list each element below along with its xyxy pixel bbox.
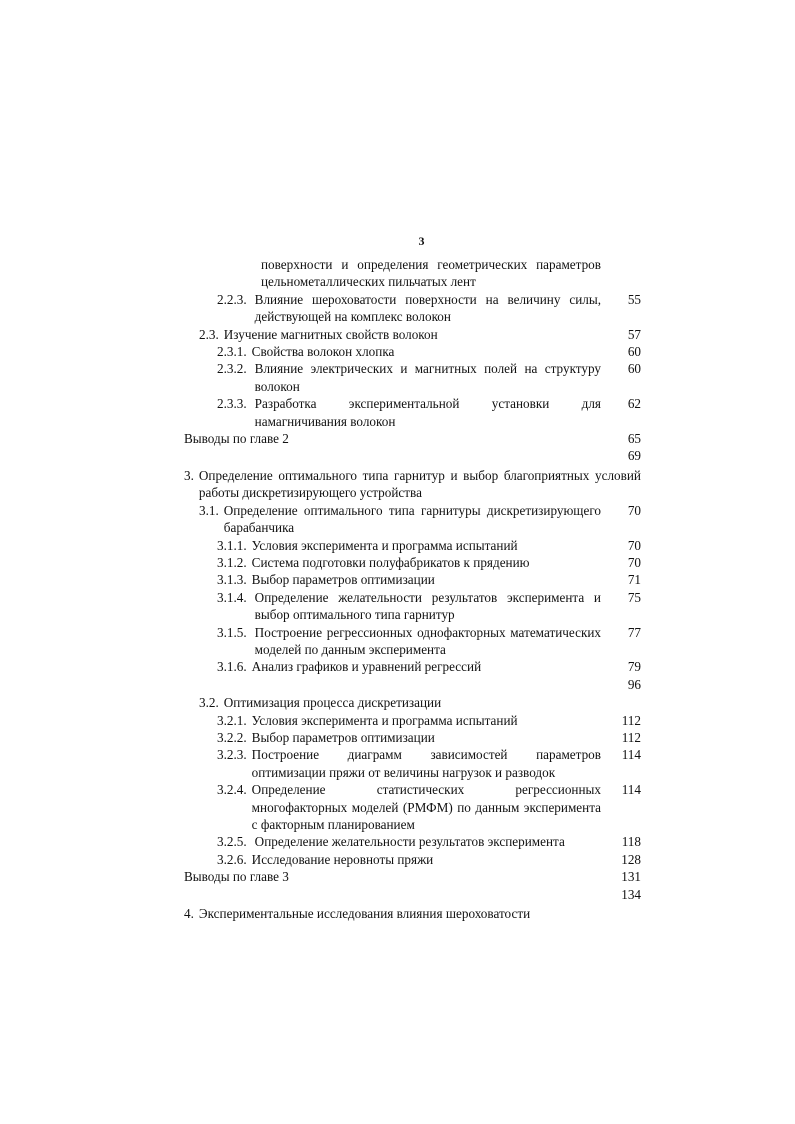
toc-page-only — [184, 447, 641, 464]
toc-entry-2-3-3[interactable] — [184, 395, 641, 430]
toc-entry-title: Исследование неровноты пряжи — [251, 851, 434, 867]
page-number: 3 — [418, 234, 425, 248]
toc-page-only — [184, 676, 641, 693]
toc-entry-title: Свойства волокон хлопка — [251, 344, 395, 360]
toc-entry-3-1-5[interactable] — [184, 624, 641, 659]
toc-entry-continuation — [184, 256, 641, 291]
toc-entry-page: 96 — [627, 676, 641, 692]
toc-entry-page: 71 — [627, 572, 641, 588]
toc-entry-3-1-1[interactable] — [184, 537, 641, 554]
toc-entry-3-2-3[interactable] — [184, 746, 641, 781]
toc-entry-page: 75 — [627, 589, 641, 605]
toc-entry-number: 2.3. — [199, 326, 219, 342]
toc-entry-number: 3.2.2. — [217, 729, 247, 745]
toc-entry-title: Определение оптимального типа гарнитуры дискретизирующего барабанчика — [223, 502, 601, 536]
toc-entry-number: 3.2.5. — [217, 834, 247, 850]
toc-entry-number: 3.2.3. — [217, 747, 247, 763]
toc-entry-3-2-5[interactable] — [184, 833, 641, 850]
table-of-contents — [184, 256, 641, 922]
toc-entry-title: Построение диаграмм зависимостей параметров оптимизации пряжи от величины нагрузок и разводок — [251, 747, 601, 780]
toc-entry-title: Определение оптимального типа гарнитур и выбор благоприятных условий работы дискретизирующего устройства — [198, 467, 641, 501]
toc-entry-conclusions-2[interactable] — [184, 430, 641, 447]
toc-entry-conclusions-3[interactable] — [184, 868, 641, 885]
toc-entry-3-1[interactable] — [184, 502, 641, 537]
toc-entry-page: 112 — [621, 729, 641, 745]
toc-entry-title: Экспериментальные исследования влияния шероховатости — [198, 906, 531, 922]
toc-entry-number: 2.2.3. — [217, 291, 247, 307]
toc-entry-title: Определение желательности результатов эксперимента и выбор оптимального типа гарнитур — [254, 589, 601, 623]
toc-entry-2-3[interactable] — [184, 326, 641, 343]
toc-entry-number: 3.1. — [199, 502, 219, 518]
toc-entry-page: 112 — [621, 712, 641, 728]
toc-entry-title: Определение статистических регрессионных многофакторных моделей (РМФМ) по данным эксперимента с факторным планированием — [251, 782, 601, 832]
toc-entry-title: Разработка экспериментальной установки для намагничивания волокон — [254, 396, 601, 429]
toc-entry-3-1-4[interactable] — [184, 589, 641, 624]
toc-entry-title: Влияние электрических и магнитных полей на структуру волокон — [254, 361, 601, 394]
toc-entry-title: Выбор параметров оптимизации — [251, 729, 435, 745]
toc-entry-page: 69 — [627, 448, 641, 464]
toc-entry-4[interactable] — [184, 905, 641, 922]
toc-entry-page: 70 — [627, 502, 641, 518]
toc-entry-3-2-4[interactable] — [184, 781, 641, 833]
toc-entry-page: 55 — [627, 291, 641, 307]
toc-entry-number: 3.1.6. — [217, 659, 247, 675]
toc-entry-title: Анализ графиков и уравнений регрессий — [251, 659, 482, 675]
toc-entry-title: поверхности и определения геометрических параметров цельнометаллических пильчатых лент — [261, 257, 601, 290]
toc-entry-3[interactable] — [184, 467, 641, 502]
toc-entry-3-2-1[interactable] — [184, 712, 641, 729]
toc-entry-page: 134 — [621, 886, 641, 902]
toc-entry-page: 77 — [627, 624, 641, 640]
toc-entry-title: Выводы по главе 3 — [184, 869, 289, 885]
toc-entry-number: 3.1.3. — [217, 572, 247, 588]
toc-entry-3-1-3[interactable] — [184, 571, 641, 588]
toc-entry-page: 131 — [621, 869, 641, 885]
toc-entry-title: Построение регрессионных однофакторных математических моделей по данным эксперимента — [254, 624, 601, 657]
toc-entry-title: Условия эксперимента и программа испытаний — [251, 537, 518, 553]
toc-entry-number: 3.1.2. — [217, 554, 247, 570]
toc-entry-number: 3.1.5. — [217, 624, 247, 640]
toc-entry-3-1-6[interactable] — [184, 658, 641, 675]
toc-entry-number: 2.3.1. — [217, 344, 247, 360]
toc-entry-title: Система подготовки полуфабрикатов к прядению — [251, 554, 530, 570]
toc-entry-number: 3.1.4. — [217, 589, 247, 605]
toc-entry-title: Влияние шероховатости поверхности на величину силы, действующей на комплекс волокон — [254, 291, 601, 325]
toc-entry-page: 114 — [621, 782, 641, 798]
toc-entry-3-1-2[interactable] — [184, 554, 641, 571]
toc-entry-page: 114 — [621, 747, 641, 763]
toc-entry-page: 65 — [627, 431, 641, 447]
toc-entry-3-2[interactable] — [184, 694, 641, 711]
toc-entry-page: 70 — [627, 554, 641, 570]
toc-entry-number: 3.2.1. — [217, 712, 247, 728]
toc-entry-page: 70 — [627, 537, 641, 553]
toc-entry-number: 2.3.3. — [217, 396, 247, 412]
toc-entry-2-3-2[interactable] — [184, 360, 641, 395]
toc-entry-2-3-1[interactable] — [184, 343, 641, 360]
toc-entry-page: 118 — [621, 834, 641, 850]
toc-entry-number: 4. — [184, 906, 194, 922]
toc-entry-title: Выводы по главе 2 — [184, 431, 289, 447]
toc-entry-page: 62 — [627, 396, 641, 412]
toc-entry-number: 3.1.1. — [217, 537, 247, 553]
toc-entry-page: 57 — [627, 326, 641, 342]
toc-entry-number: 3. — [184, 467, 194, 483]
toc-entry-page: 60 — [627, 361, 641, 377]
toc-entry-page: 128 — [621, 851, 641, 867]
toc-entry-title: Оптимизация процесса дискретизации — [223, 695, 442, 711]
toc-entry-3-2-6[interactable] — [184, 851, 641, 868]
toc-entry-2-2-3[interactable] — [184, 291, 641, 326]
toc-entry-title: Условия эксперимента и программа испытаний — [251, 712, 518, 728]
toc-entry-number: 3.2.6. — [217, 851, 247, 867]
toc-entry-number: 2.3.2. — [217, 361, 247, 377]
toc-entry-number: 3.2. — [199, 695, 219, 711]
toc-entry-number: 3.2.4. — [217, 782, 247, 798]
toc-entry-page: 79 — [627, 659, 641, 675]
toc-entry-page: 60 — [627, 344, 641, 360]
toc-entry-title: Изучение магнитных свойств волокон — [223, 326, 438, 342]
toc-page-only — [184, 886, 641, 903]
toc-entry-3-2-2[interactable] — [184, 729, 641, 746]
toc-entry-title: Определение желательности результатов эксперимента — [254, 834, 565, 850]
toc-entry-title: Выбор параметров оптимизации — [251, 572, 435, 588]
